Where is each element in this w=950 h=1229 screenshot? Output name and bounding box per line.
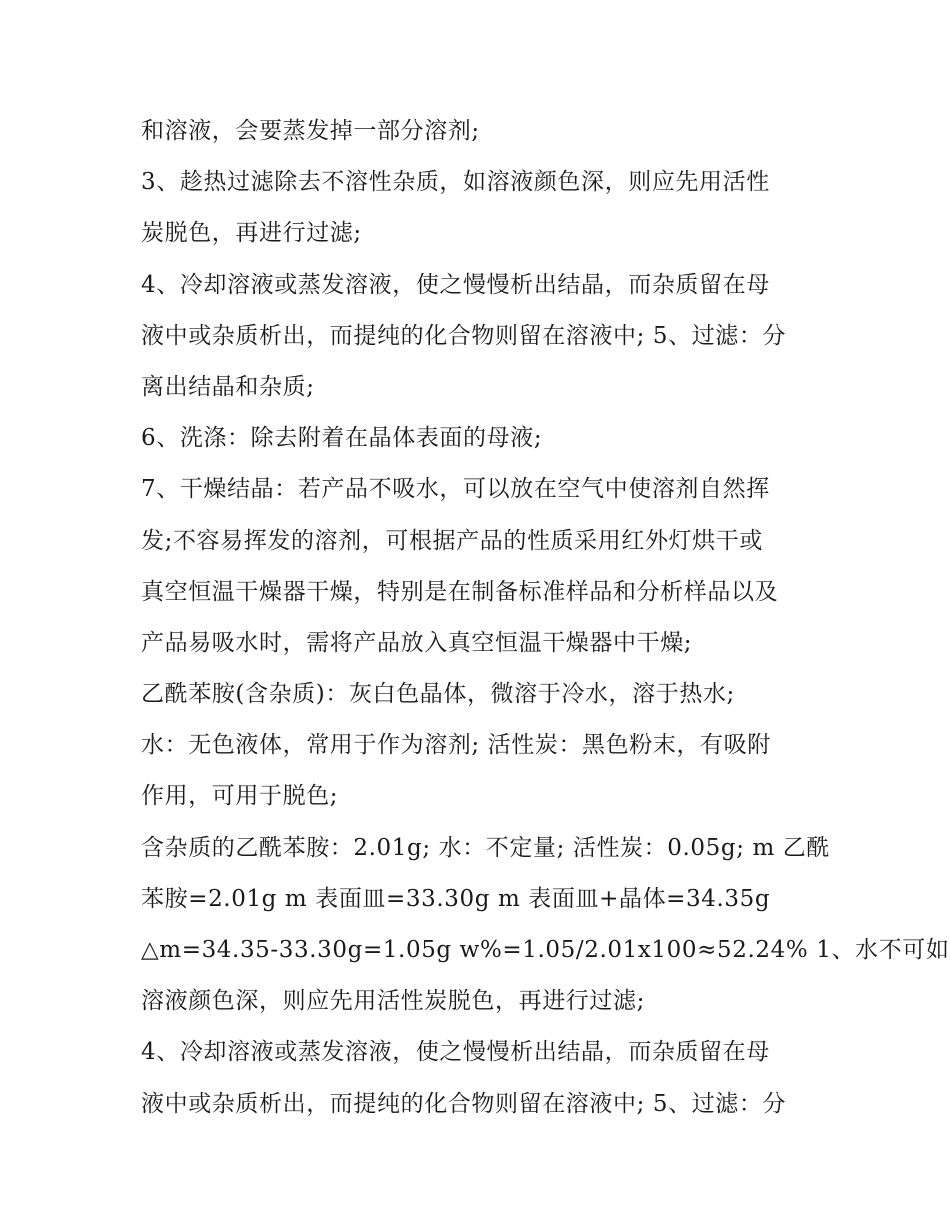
text-line: 产品易吸水时，需将产品放入真空恒温干燥器中干燥;: [141, 629, 693, 656]
text-line: △m=34.35-33.30g=1.05g w%=1.05/2.01x100≈52.24% 1、水不可如: [141, 937, 950, 963]
text-line: 作用，可用于脱色;: [141, 783, 339, 810]
text-line: 水：无色液体，常用于作为溶剂; 活性炭：黑色粉末，有吸附: [141, 732, 771, 759]
text-line: 4、冷却溶液或蒸发溶液，使之慢慢析出结晶，而杂质留在母: [141, 1039, 770, 1066]
text-line: 乙酰苯胺(含杂质)：灰白色晶体，微溶于冷水，溶于热水;: [141, 681, 735, 708]
text-line: 6、洗涤：除去附着在晶体表面的母液;: [141, 425, 543, 452]
text-line: 离出结晶和杂质;: [141, 373, 315, 400]
text-line: 发;不容易挥发的溶剂，可根据产品的性质采用红外灯烘干或: [141, 527, 763, 554]
text-line: 4、冷却溶液或蒸发溶液，使之慢慢析出结晶，而杂质留在母: [141, 271, 770, 298]
text-line: 苯胺=2.01g m 表面皿=33.30g m 表面皿+晶体=34.35g: [141, 885, 771, 912]
text-line: 炭脱色，再进行过滤;: [141, 220, 362, 247]
text-line: 真空恒温干燥器干燥，特别是在制备标准样品和分析样品以及: [141, 578, 779, 605]
text-line: 和溶液，会要蒸发掉一部分溶剂;: [141, 118, 480, 144]
text-line: 7、干燥结晶：若产品不吸水，可以放在空气中使溶剂自然挥: [141, 476, 770, 503]
text-line: 液中或杂质析出，而提纯的化合物则留在溶液中; 5、过滤：分: [141, 322, 787, 349]
text-line: 液中或杂质析出，而提纯的化合物则留在溶液中; 5、过滤：分: [141, 1090, 787, 1117]
text-line: 溶液颜色深，则应先用活性炭脱色，再进行过滤;: [141, 988, 645, 1015]
text-line: 3、趁热过滤除去不溶性杂质，如溶液颜色深，则应先用活性: [141, 169, 770, 196]
text-line: 含杂质的乙酰苯胺：2.01g; 水：不定量; 活性炭：0.05g; m 乙酰: [141, 834, 830, 861]
body-text: [141, 106, 950, 1130]
